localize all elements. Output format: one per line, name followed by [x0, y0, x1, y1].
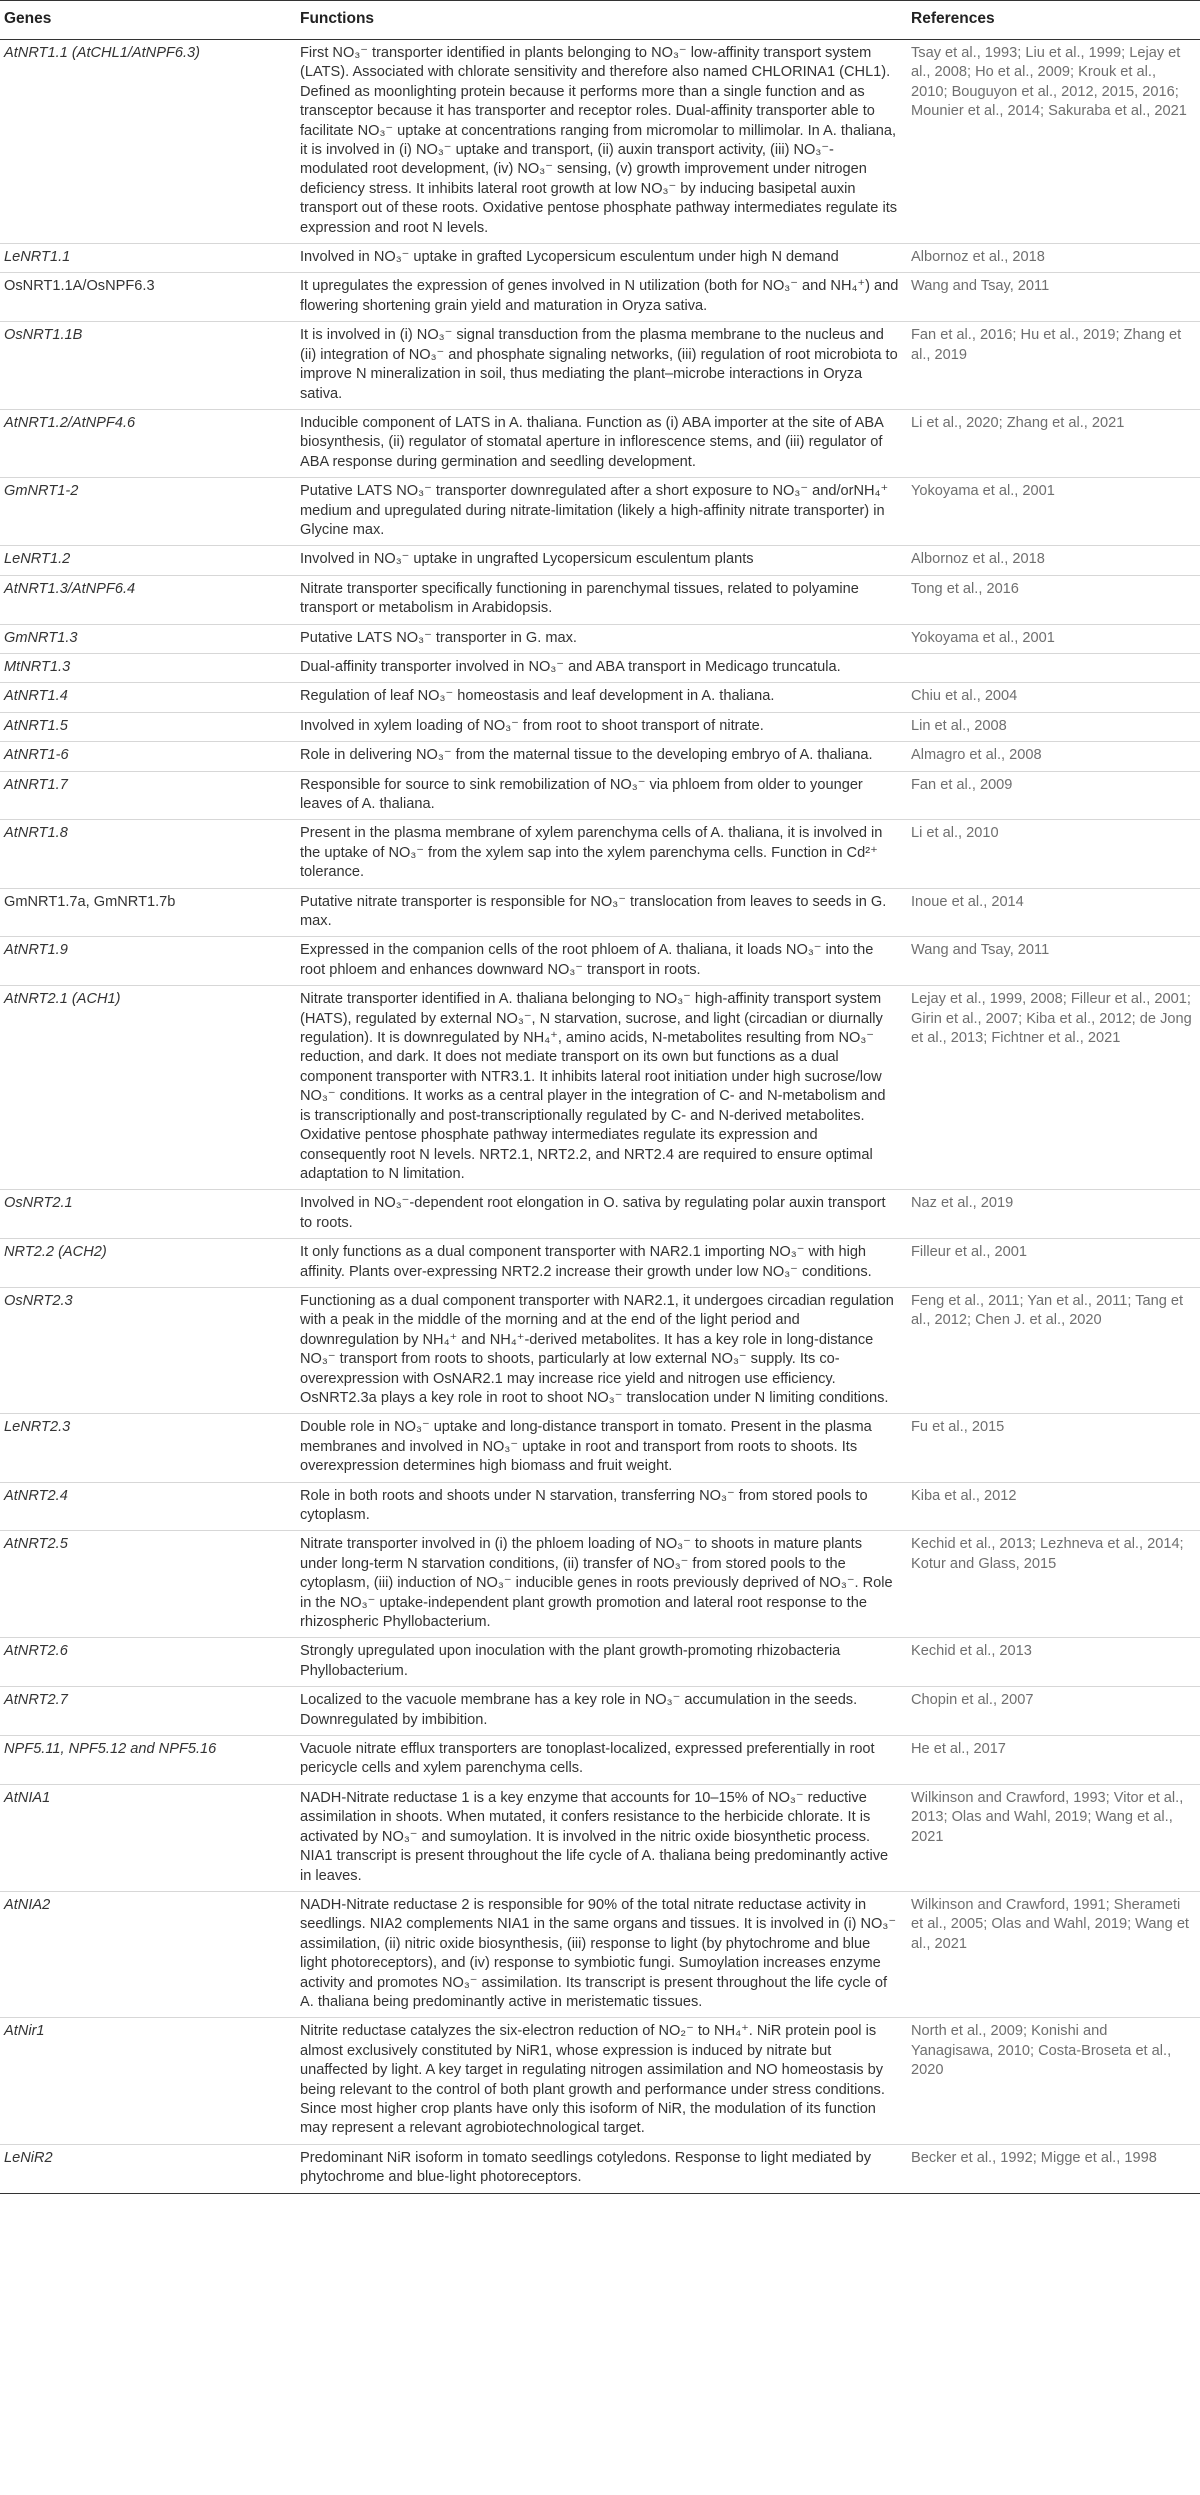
function-cell: Putative LATS NO₃⁻ transporter in G. max. — [296, 624, 907, 653]
table-row — [0, 1784, 1200, 1891]
table-row — [0, 1482, 1200, 1531]
table-row — [0, 1687, 1200, 1736]
function-cell: Localized to the vacuole membrane has a key role in NO₃⁻ accumulation in the seeds. Downregulated by imbibition. — [296, 1687, 907, 1736]
gene-cell: NRT2.2 (ACH2) — [0, 1239, 296, 1288]
function-cell: Vacuole nitrate efflux transporters are tonoplast-localized, expressed preferentially in root pericycle cells and xylem parenchyma cells. — [296, 1736, 907, 1785]
references-cell: Kechid et al., 2013 — [907, 1638, 1200, 1687]
function-cell: Involved in xylem loading of NO₃⁻ from root to shoot transport of nitrate. — [296, 712, 907, 741]
table-row — [0, 771, 1200, 820]
table-header — [0, 1, 1200, 40]
references-cell: Fan et al., 2009 — [907, 771, 1200, 820]
gene-cell: MtNRT1.3 — [0, 653, 296, 682]
table-row — [0, 409, 1200, 477]
function-cell: Expressed in the companion cells of the root phloem of A. thaliana, it loads NO₃⁻ into the root phloem and enhances downward NO₃⁻ transport in roots. — [296, 937, 907, 986]
function-cell: Role in delivering NO₃⁻ from the maternal tissue to the developing embryo of A. thaliana. — [296, 742, 907, 771]
gene-cell: AtNIA2 — [0, 1891, 296, 2017]
references-cell: Yokoyama et al., 2001 — [907, 478, 1200, 546]
gene-cell: NPF5.11, NPF5.12 and NPF5.16 — [0, 1736, 296, 1785]
gene-cell: AtNRT1.7 — [0, 771, 296, 820]
function-cell: Dual-affinity transporter involved in NO₃⁻ and ABA transport in Medicago truncatula. — [296, 653, 907, 682]
function-cell: NADH-Nitrate reductase 1 is a key enzyme that accounts for 10–15% of NO₃⁻ reductive assimilation in shoots. When mutated, it confers resistance to the herbicide chlorate. It is activated by NO₃⁻ and sumoylation. It is involved in the nitric oxide biosynthetic process. NIA1 transcript is present throughout the life cycle of A. thaliana being predominantly active in leaves. — [296, 1784, 907, 1891]
references-cell: Albornoz et al., 2018 — [907, 244, 1200, 273]
gene-cell: OsNRT2.1 — [0, 1190, 296, 1239]
references-cell: Yokoyama et al., 2001 — [907, 624, 1200, 653]
references-cell: Becker et al., 1992; Migge et al., 1998 — [907, 2144, 1200, 2193]
gene-cell: AtNRT2.5 — [0, 1531, 296, 1638]
table-row — [0, 273, 1200, 322]
references-cell: Kiba et al., 2012 — [907, 1482, 1200, 1531]
gene-cell: AtNRT1.3/AtNPF6.4 — [0, 575, 296, 624]
header-row — [0, 1, 1200, 40]
references-cell: Fu et al., 2015 — [907, 1414, 1200, 1482]
function-cell: NADH-Nitrate reductase 2 is responsible for 90% of the total nitrate reductase activity in seedlings. NIA2 complements NIA1 in the same organs and tissues. It is involved in (i) NO₃⁻ assimilation, (ii) nitric oxide biosynthesis, (iii) response to light (by phytochrome and blue light photoreceptors), and (iv) response to symbiotic fungi. Sumoylation increases enzyme activity and promotes NO₃⁻ assimilation. Its transcript is present throughout the life cycle of A. thaliana being predominantly active in meristematic tissues. — [296, 1891, 907, 2017]
references-cell: Filleur et al., 2001 — [907, 1239, 1200, 1288]
table-row — [0, 683, 1200, 712]
gene-cell: GmNRT1-2 — [0, 478, 296, 546]
references-cell: Inoue et al., 2014 — [907, 888, 1200, 937]
gene-cell: OsNRT1.1A/OsNPF6.3 — [0, 273, 296, 322]
table-row — [0, 1414, 1200, 1482]
function-cell: Nitrite reductase catalyzes the six-electron reduction of NO₂⁻ to NH₄⁺. NiR protein pool is almost exclusively constituted by NiR1, whose expression is induced by nitrate but unaffected by light. A key target in regulating nitrogen assimilation and NO homeostasis by being relevant to the control of both plant growth and performance under stress conditions. Since most higher crop plants have only this isoform of NiR, the modulation of its function may represent a relevant agrobiotechnological target. — [296, 2018, 907, 2144]
header-references: References — [907, 1, 1200, 40]
references-cell: He et al., 2017 — [907, 1736, 1200, 1785]
gene-cell: LeNRT1.2 — [0, 546, 296, 575]
gene-cell: GmNRT1.7a, GmNRT1.7b — [0, 888, 296, 937]
function-cell: Responsible for source to sink remobilization of NO₃⁻ via phloem from older to younger leaves of A. thaliana. — [296, 771, 907, 820]
gene-cell: LeNRT1.1 — [0, 244, 296, 273]
references-cell: Lin et al., 2008 — [907, 712, 1200, 741]
function-cell: Involved in NO₃⁻ uptake in ungrafted Lycopersicum esculentum plants — [296, 546, 907, 575]
function-cell: Functioning as a dual component transporter with NAR2.1, it undergoes circadian regulation with a peak in the middle of the morning and at the end of the light period and downregulation by NH₄⁺ and NH₄⁺-derived metabolites. It has a key role in long-distance NO₃⁻ transport from roots to shoots, particularly at low external NO₃⁻ supply. Its co-overexpression with OsNAR2.1 may increase rice yield and nitrogen use efficiency. OsNRT2.3a plays a key role in root to shoot NO₃⁻ translocation under N limiting conditions. — [296, 1287, 907, 1413]
references-cell: Li et al., 2020; Zhang et al., 2021 — [907, 409, 1200, 477]
references-cell: Fan et al., 2016; Hu et al., 2019; Zhang et al., 2019 — [907, 322, 1200, 410]
table-row — [0, 1531, 1200, 1638]
table-row — [0, 624, 1200, 653]
gene-cell: LeNiR2 — [0, 2144, 296, 2193]
gene-cell: AtNRT2.4 — [0, 1482, 296, 1531]
table-row — [0, 1190, 1200, 1239]
gene-cell: AtNRT2.7 — [0, 1687, 296, 1736]
references-cell: Feng et al., 2011; Yan et al., 2011; Tang et al., 2012; Chen J. et al., 2020 — [907, 1287, 1200, 1413]
gene-cell: AtNRT2.1 (ACH1) — [0, 986, 296, 1190]
references-cell: Wilkinson and Crawford, 1993; Vitor et al., 2013; Olas and Wahl, 2019; Wang et al., 2021 — [907, 1784, 1200, 1891]
references-cell: Albornoz et al., 2018 — [907, 546, 1200, 575]
table-row — [0, 1891, 1200, 2017]
references-cell: Naz et al., 2019 — [907, 1190, 1200, 1239]
gene-cell: AtNRT1.2/AtNPF4.6 — [0, 409, 296, 477]
function-cell: It upregulates the expression of genes involved in N utilization (both for NO₃⁻ and NH₄⁺) and flowering shortening grain yield and maturation in Oryza sativa. — [296, 273, 907, 322]
gene-cell: GmNRT1.3 — [0, 624, 296, 653]
gene-cell: AtNRT1.5 — [0, 712, 296, 741]
table-row — [0, 937, 1200, 986]
table-row — [0, 712, 1200, 741]
table-row — [0, 1239, 1200, 1288]
function-cell: Present in the plasma membrane of xylem parenchyma cells of A. thaliana, it is involved in the uptake of NO₃⁻ from the xylem sap into the xylem parenchyma cells. Function in Cd²⁺ tolerance. — [296, 820, 907, 888]
table-row — [0, 1638, 1200, 1687]
gene-cell: AtNRT1.8 — [0, 820, 296, 888]
gene-cell: AtNir1 — [0, 2018, 296, 2144]
function-cell: It only functions as a dual component transporter with NAR2.1 importing NO₃⁻ with high affinity. Plants over-expressing NRT2.2 increase their growth under low NO₃⁻ conditions. — [296, 1239, 907, 1288]
references-cell: Kechid et al., 2013; Lezhneva et al., 2014; Kotur and Glass, 2015 — [907, 1531, 1200, 1638]
table-row — [0, 820, 1200, 888]
references-cell: Chiu et al., 2004 — [907, 683, 1200, 712]
function-cell: Inducible component of LATS in A. thaliana. Function as (i) ABA importer at the site of ABA biosynthesis, (ii) regulator of stomatal aperture in inflorescence stems, and (iii) regulator of ABA response during germination and seedling development. — [296, 409, 907, 477]
function-cell: Nitrate transporter specifically functioning in parenchymal tissues, related to polyamine transport or metabolism in Arabidopsis. — [296, 575, 907, 624]
header-functions: Functions — [296, 1, 907, 40]
references-cell: Wang and Tsay, 2011 — [907, 273, 1200, 322]
gene-cell: AtNRT2.6 — [0, 1638, 296, 1687]
references-cell: Chopin et al., 2007 — [907, 1687, 1200, 1736]
gene-cell: AtNRT1.1 (AtCHL1/AtNPF6.3) — [0, 40, 296, 244]
gene-cell: OsNRT2.3 — [0, 1287, 296, 1413]
function-cell: Predominant NiR isoform in tomato seedlings cotyledons. Response to light mediated by phytochrome and blue-light photoreceptors. — [296, 2144, 907, 2193]
references-cell: Tsay et al., 1993; Liu et al., 1999; Lejay et al., 2008; Ho et al., 2009; Krouk et al., 2010; Bouguyon et al., 2012, 2015, 2016; Mounier et al., 2014; Sakuraba et al., 2021 — [907, 40, 1200, 244]
references-cell — [907, 653, 1200, 682]
table-row — [0, 40, 1200, 244]
gene-cell: AtNRT1-6 — [0, 742, 296, 771]
table-row — [0, 244, 1200, 273]
gene-cell: AtNRT1.9 — [0, 937, 296, 986]
function-cell: It is involved in (i) NO₃⁻ signal transduction from the plasma membrane to the nucleus and (ii) integration of NO₃⁻ and phosphate signaling networks, (iii) regulation of root microbiota to improve N mineralization in soil, thus mediating the plant–microbe interactions in Oryza sativa. — [296, 322, 907, 410]
header-genes: Genes — [0, 1, 296, 40]
function-cell: Putative nitrate transporter is responsible for NO₃⁻ translocation from leaves to seeds in G. max. — [296, 888, 907, 937]
gene-cell: LeNRT2.3 — [0, 1414, 296, 1482]
gene-cell: OsNRT1.1B — [0, 322, 296, 410]
function-cell: Nitrate transporter involved in (i) the phloem loading of NO₃⁻ to shoots in mature plants under long-term N starvation conditions, (ii) transfer of NO₃⁻ from stored pools to the cytoplasm, (iii) induction of NO₃⁻ inducible genes in roots previously deprived of NO₃⁻. Role in the NO₃⁻ uptake-independent plant growth promotion and lateral root response to the rhizospheric Phyllobacterium. — [296, 1531, 907, 1638]
table-row — [0, 322, 1200, 410]
function-cell: Putative LATS NO₃⁻ transporter downregulated after a short exposure to NO₃⁻ and/orNH₄⁺ medium and upregulated during nitrate-limitation (likely a high-affinity nitrate transporter) in Glycine max. — [296, 478, 907, 546]
table-row — [0, 2144, 1200, 2193]
function-cell: Nitrate transporter identified in A. thaliana belonging to NO₃⁻ high-affinity transport system (HATS), regulated by external NO₃⁻, N starvation, sucrose, and light (circadian or diurnally regulation). It is downregulated by NH₄⁺, amino acids, N-metabolites resulting from NO₃⁻ reduction, and dark. It does not mediate transport on its own but functions as a dual component transporter with NTR3.1. It inhibits lateral root initiation under high sucrose/low NO₃⁻ conditions. It works as a central player in the integration of C- and N-metabolism and is transcriptionally and post-transcriptionally regulated by C- and N-derived metabolites. Oxidative pentose phosphate pathway intermediates regulate its expression and consequently root N levels. NRT2.1, NRT2.2, and NRT2.4 are required to ensure optimal adaptation to N limitation. — [296, 986, 907, 1190]
references-cell: Li et al., 2010 — [907, 820, 1200, 888]
function-cell: Role in both roots and shoots under N starvation, transferring NO₃⁻ from stored pools to cytoplasm. — [296, 1482, 907, 1531]
references-cell: Almagro et al., 2008 — [907, 742, 1200, 771]
references-cell: Wang and Tsay, 2011 — [907, 937, 1200, 986]
table-row — [0, 575, 1200, 624]
table-row — [0, 2018, 1200, 2144]
table-row — [0, 546, 1200, 575]
table-body — [0, 40, 1200, 2194]
references-cell: North et al., 2009; Konishi and Yanagisawa, 2010; Costa-Broseta et al., 2020 — [907, 2018, 1200, 2144]
references-cell: Tong et al., 2016 — [907, 575, 1200, 624]
references-cell: Wilkinson and Crawford, 1991; Sherameti et al., 2005; Olas and Wahl, 2019; Wang et al., 2021 — [907, 1891, 1200, 2017]
function-cell: Double role in NO₃⁻ uptake and long-distance transport in tomato. Present in the plasma membranes and involved in NO₃⁻ uptake in root and transport from roots to shoots. Its overexpression determines high biomass and fruit weight. — [296, 1414, 907, 1482]
function-cell: Strongly upregulated upon inoculation with the plant growth-promoting rhizobacteria Phyllobacterium. — [296, 1638, 907, 1687]
table-row — [0, 986, 1200, 1190]
table-row — [0, 742, 1200, 771]
gene-cell: AtNRT1.4 — [0, 683, 296, 712]
table-row — [0, 653, 1200, 682]
function-cell: Involved in NO₃⁻-dependent root elongation in O. sativa by regulating polar auxin transport to roots. — [296, 1190, 907, 1239]
table-row — [0, 478, 1200, 546]
references-cell: Lejay et al., 1999, 2008; Filleur et al., 2001; Girin et al., 2007; Kiba et al., 2012; de Jong et al., 2013; Fichtner et al., 2021 — [907, 986, 1200, 1190]
function-cell: Regulation of leaf NO₃⁻ homeostasis and leaf development in A. thaliana. — [296, 683, 907, 712]
function-cell: First NO₃⁻ transporter identified in plants belonging to NO₃⁻ low-affinity transport system (LATS). Associated with chlorate sensitivity and therefore also named CHLORINA1 (CHL1). Defined as moonlighting protein because it performs more than a single function and as transceptor because it has transporter and receptor roles. Dual-affinity transporter able to facilitate NO₃⁻ uptake at concentrations ranging from micromolar to millimolar. In A. thaliana, it is involved in (i) NO₃⁻ uptake and transport, (ii) auxin transport activity, (iii) NO₃⁻-modulated root development, (iv) NO₃⁻ sensing, (v) growth improvement under nitrogen deficiency stress. It inhibits lateral root growth at low NO₃⁻ by inducing basipetal auxin transport out of these roots. Oxidative pentose phosphate pathway intermediates regulate its expression and root N levels. — [296, 40, 907, 244]
table-row — [0, 888, 1200, 937]
table-row — [0, 1736, 1200, 1785]
function-cell: Involved in NO₃⁻ uptake in grafted Lycopersicum esculentum under high N demand — [296, 244, 907, 273]
table-row — [0, 1287, 1200, 1413]
gene-cell: AtNIA1 — [0, 1784, 296, 1891]
